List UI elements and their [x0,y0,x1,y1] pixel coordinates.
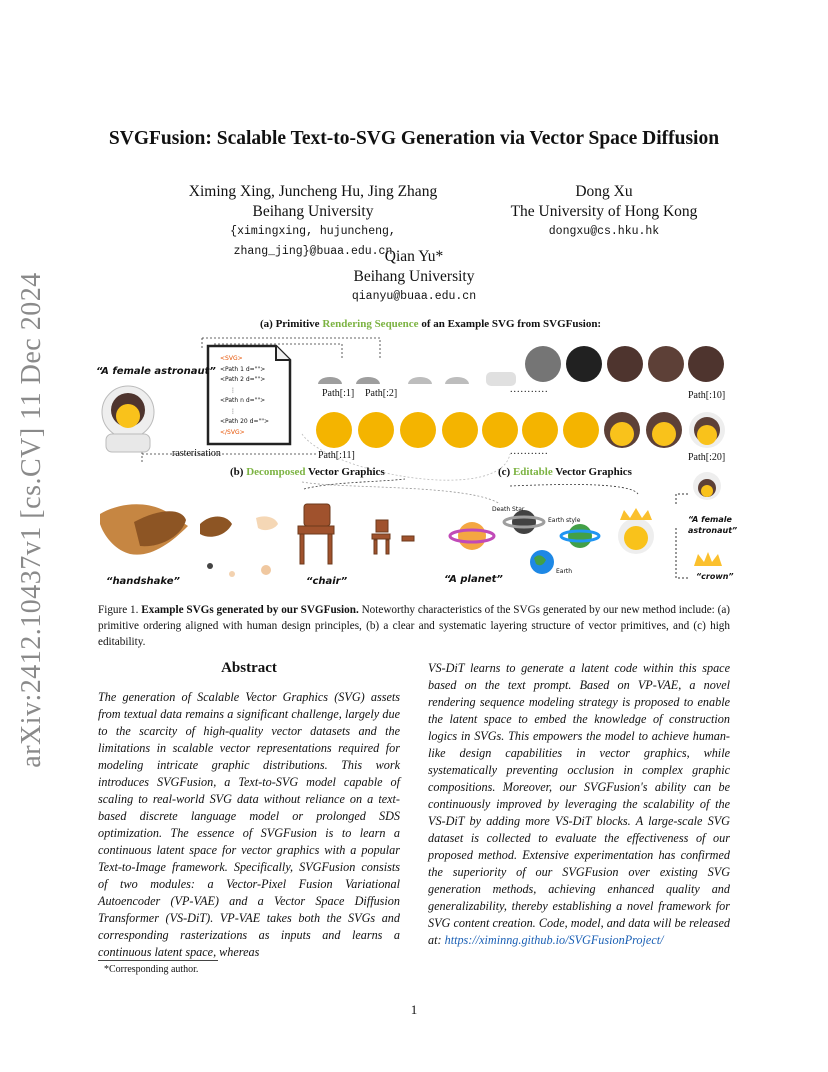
code-line: <Path 20 d=""> [220,418,270,425]
astronaut-large [102,386,154,452]
author-names: Qian Yu* [384,248,444,265]
code-line: <Path n d=""> [220,397,266,404]
abstract-heading: Abstract [221,660,277,676]
panel-c-prefix: (c) [498,466,513,478]
author-email: qianyu@buaa.edu.cn [351,290,477,303]
panel-b-prefix: (b) [230,466,247,478]
prompt-handshake: “handshake” [106,576,180,587]
author-names: Ximing Xing, Juncheng Hu, Jing Zhang [188,183,438,200]
author-affiliation: The University of Hong Kong [510,203,698,220]
path-label: Path[:20] [688,452,726,463]
author-names: Dong Xu [575,183,633,200]
author-affiliation: Beihang University [252,203,374,220]
panel-a-prefix: (a) Primitive [260,318,323,330]
prompt-crown: “crown” [696,572,734,581]
path-label: Path[:10] [688,390,726,401]
caption-bold: Example SVGs generated by our SVGFusion. [141,604,359,616]
author-email: {ximingxing, hujuncheng, zhang_jing}@buaa.edu.cn [230,225,396,258]
prompt-planet: “A planet” [444,574,503,585]
abstract-col2-text: VS-DiT learns to generate a latent code within this space based on the text prompt. Based on VP-VAE, a novel rendering sequence modeling strategy is proposed to enable the latent space to embed the knowledge of construction logics in SVGs. This empowers the model to achieve human-like design capabilities in vector graphics, while systematically preventing occlusion in complex graphic compositions. Moreover, our SVGFusion's ability can be continuously improved by leveraging the scalability of the VS-DiT by adding more VS-DiT blocks. A large-scale SVG dataset is collected to evaluate the effectiveness of our proposed method. Extensive experimentation has confirmed the superiority of our SVGFusion over existing SVG generation methods, achieving enhanced quality and generalizability, thereby establishing a novel framework for SVG content creation. Code, model, and data will be released at: [428,661,730,947]
page-number: 1 [410,1002,418,1017]
code-line: <Path 1 d=""> [220,365,266,373]
arxiv-identifier: arXiv:2412.10437v1 [cs.CV] 11 Dec 2024 [16,272,47,768]
code-line: ⋮ [230,386,236,394]
panel-c-title [498,466,632,478]
path-label: Path[:2] [365,388,398,399]
render-row-2 [316,412,725,448]
caption-label: Figure 1. [98,604,139,616]
panel-b-title [230,466,385,478]
code-line: <Path 2 d=""> [220,376,266,383]
code-line: ⋮ [230,407,236,415]
author-affiliation: Beihang University [353,268,475,285]
handshake-illustration [100,504,278,577]
render-row-1 [318,346,724,386]
paper-title: SVGFusion: Scalable Text-to-SVG Generation via Vector Space Diffusion [108,128,720,149]
panel-a-title [260,318,600,330]
panel-c-highlight: Editable [512,466,553,478]
figure-caption [98,602,730,651]
author-block-3 [314,247,514,307]
ellipsis: ........... [510,446,549,457]
abstract-column-1: The generation of Scalable Vector Graphics (SVG) assets from textual data remains a significant challenge, largely due to the scarcity of high-quality vector datasets and the limitations in scalable vector representations required for modeling intricate graphic distributions. This work introduces SVGFusion, a Text-to-SVG model capable of scaling to real-world SVG data without reliance on a text-based discrete language model or prolonged SDS optimization. The essence of SVGFusion is to learn a continuous latent space for vector graphics with a popular Text-to-Image framework. Specifically, SVGFusion consists of two modules: a Vector-Pixel Fusion Variational Autoencoder (VP-VAE) and a Vector Space Diffusion Transformer (VS-DiT). VP-VAE takes both the SVGs and corresponding rasterizations as inputs and learns a continuous latent space, whereas [98,690,400,959]
panel-a-suffix: of an Example SVG from SVGFusion: [418,318,602,330]
svg-code-text [220,354,290,438]
panel-b-suffix: Vector Graphics [305,466,385,478]
prompt-chair: “chair” [306,576,348,587]
caption-text: Noteworthy characteristics of the SVGs generated by our new method include: (a) primitive ordering aligned with human design principles, (b) a clear and systematic layering structure of vector primitives, and (c) high editability. [98,604,731,649]
prompt-astronaut: “A female astronaut” [96,366,216,377]
path-label: Path[:11] [318,450,355,461]
rasterisation-label: rasterisation [172,448,221,459]
panel-b-highlight: Decomposed [246,466,306,478]
chair-illustration [298,504,414,564]
panel-a-highlight: Rendering Sequence [322,318,419,330]
abstract-column-2 [428,660,730,949]
code-line: <SVG> [220,355,243,362]
label-earth: Earth [556,568,573,575]
code-line: </SVG> [220,428,245,436]
project-link[interactable]: https://ximinng.github.io/SVGFusionProject/ [444,933,664,947]
author-email: dongxu@cs.hku.hk [548,225,660,238]
label-death-star: Death Star [492,506,525,513]
footnote: *Corresponding author. [104,964,199,975]
path-label: Path[:1] [322,388,355,399]
prompt-astronaut-2: “A female astronaut” [688,515,738,535]
ellipsis: ........... [510,384,549,395]
figure-1 [90,314,738,598]
author-block-2 [486,182,722,242]
footnote-rule [98,960,218,961]
panel-c-suffix: Vector Graphics [552,466,632,478]
label-earth-style: Earth style [548,517,581,524]
